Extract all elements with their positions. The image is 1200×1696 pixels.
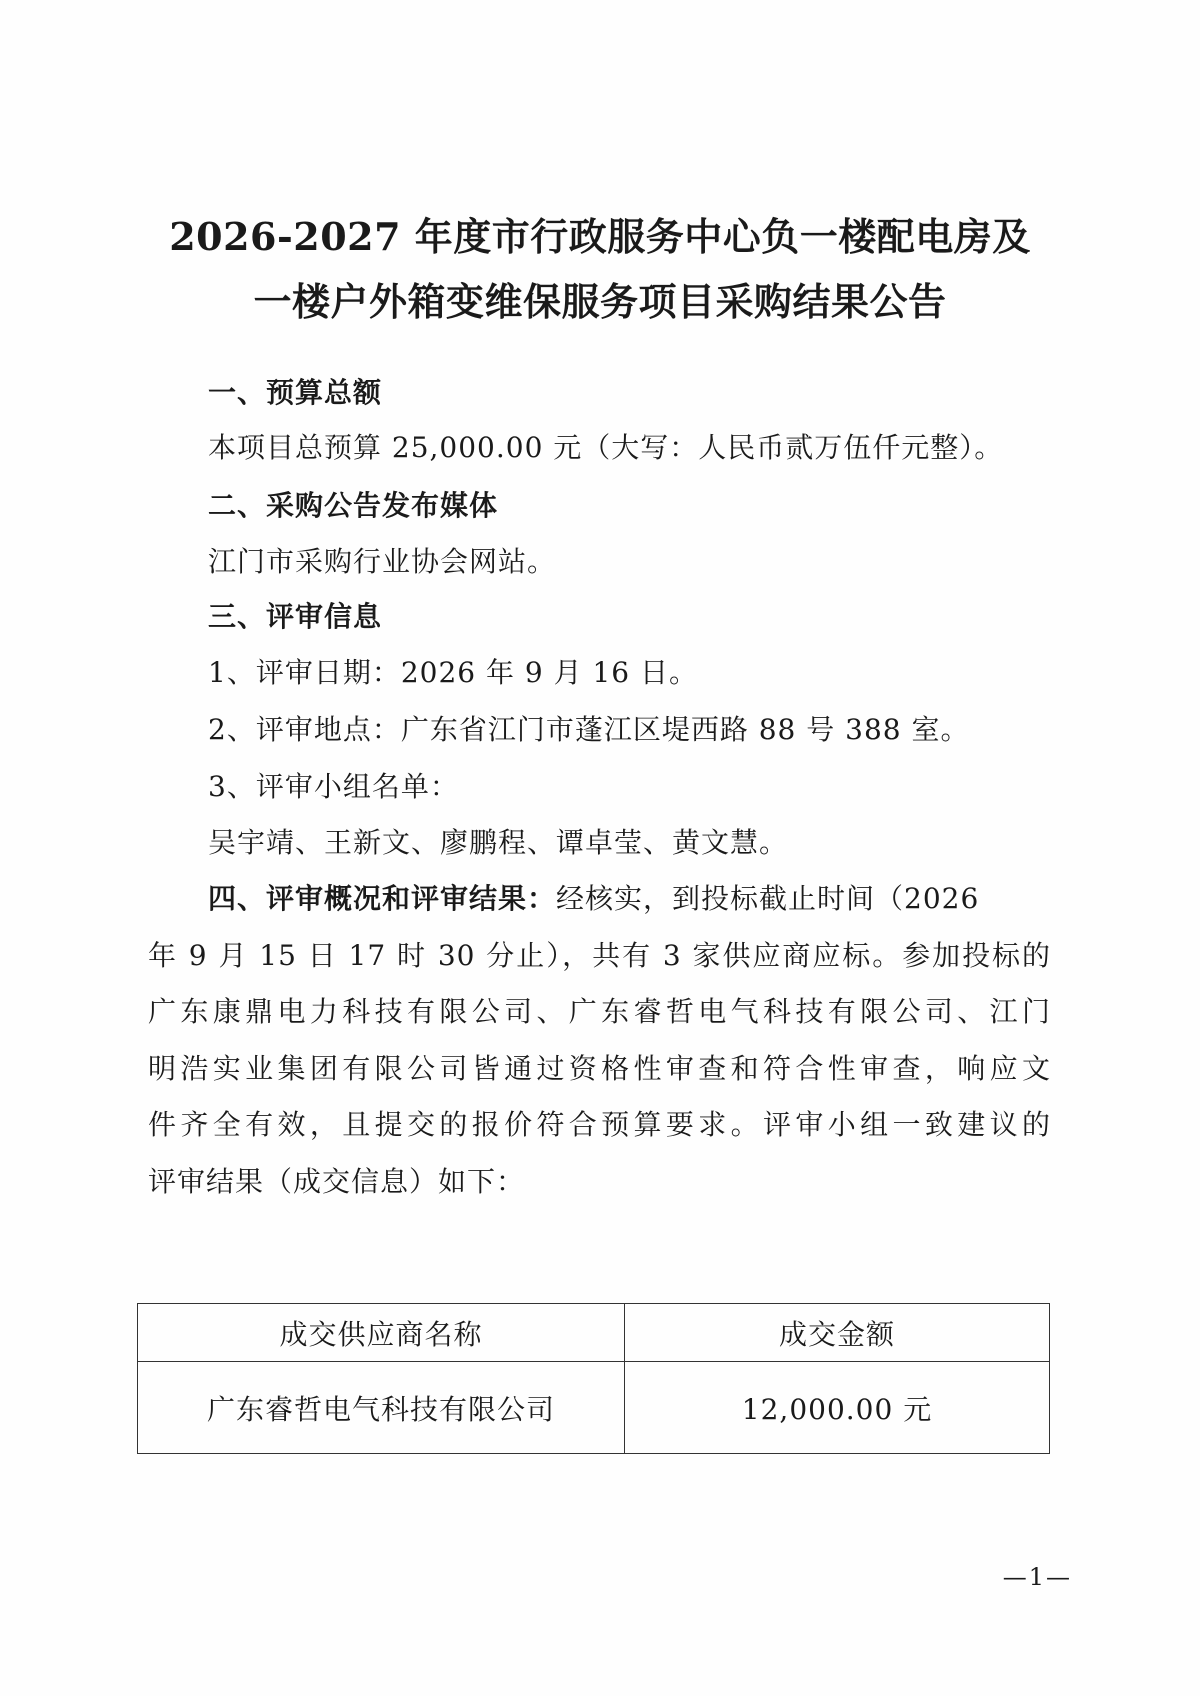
section-result-line-2: 年 9 月 15 日 17 时 30 分止），共有 3 家供应商应标。参加投标的: [148, 939, 1051, 972]
section-result-line-4: 明浩实业集团有限公司皆通过资格性审查和符合性审查，响应文: [148, 1052, 1051, 1085]
section-review-heading: 三、评审信息: [208, 600, 383, 633]
section-result-first-line: [208, 879, 1051, 919]
section-result-line-5: 件齐全有效，且提交的报价符合预算要求。评审小组一致建议的: [148, 1108, 1051, 1141]
header-supplier-name: 成交供应商名称: [138, 1304, 625, 1362]
section-result-line-1: 经核实，到投标截止时间（2026: [556, 882, 980, 915]
result-table: [137, 1303, 1050, 1454]
section-result-line-6: 评审结果（成交信息）如下：: [148, 1165, 526, 1198]
review-location: 2、评审地点：广东省江门市蓬江区堤西路 88 号 388 室。: [208, 713, 970, 746]
section-budget-body: 本项目总预算 25,000.00 元（大写：人民币贰万伍仟元整）。: [208, 431, 1004, 464]
section-budget-heading: 一、预算总额: [208, 376, 383, 409]
table-row: [138, 1362, 1050, 1454]
header-amount: 成交金额: [625, 1304, 1050, 1362]
document-title-line-2: 一楼户外箱变维保服务项目采购结果公告: [253, 279, 947, 324]
review-date: 1、评审日期：2026 年 9 月 16 日。: [208, 656, 699, 689]
section-media-body: 江门市采购行业协会网站。: [208, 545, 557, 578]
document-title-line-1: 2026-2027 年度市行政服务中心负一楼配电房及: [169, 214, 1031, 259]
section-result-heading: 四、评审概况和评审结果：: [208, 882, 557, 915]
cell-amount: 12,000.00 元: [625, 1362, 1050, 1454]
section-result-line-3: 广东康鼎电力科技有限公司、广东睿哲电气科技有限公司、江门: [148, 995, 1051, 1028]
result-table-header-row: [138, 1304, 1050, 1362]
cell-supplier-name: 广东睿哲电气科技有限公司: [138, 1362, 625, 1454]
review-panel-label: 3、评审小组名单：: [208, 770, 459, 803]
section-media-heading: 二、采购公告发布媒体: [208, 489, 499, 522]
page-number: —1—: [1002, 1563, 1072, 1591]
review-panel-members: 吴宇靖、王新文、廖鹏程、谭卓莹、黄文慧。: [208, 826, 789, 859]
